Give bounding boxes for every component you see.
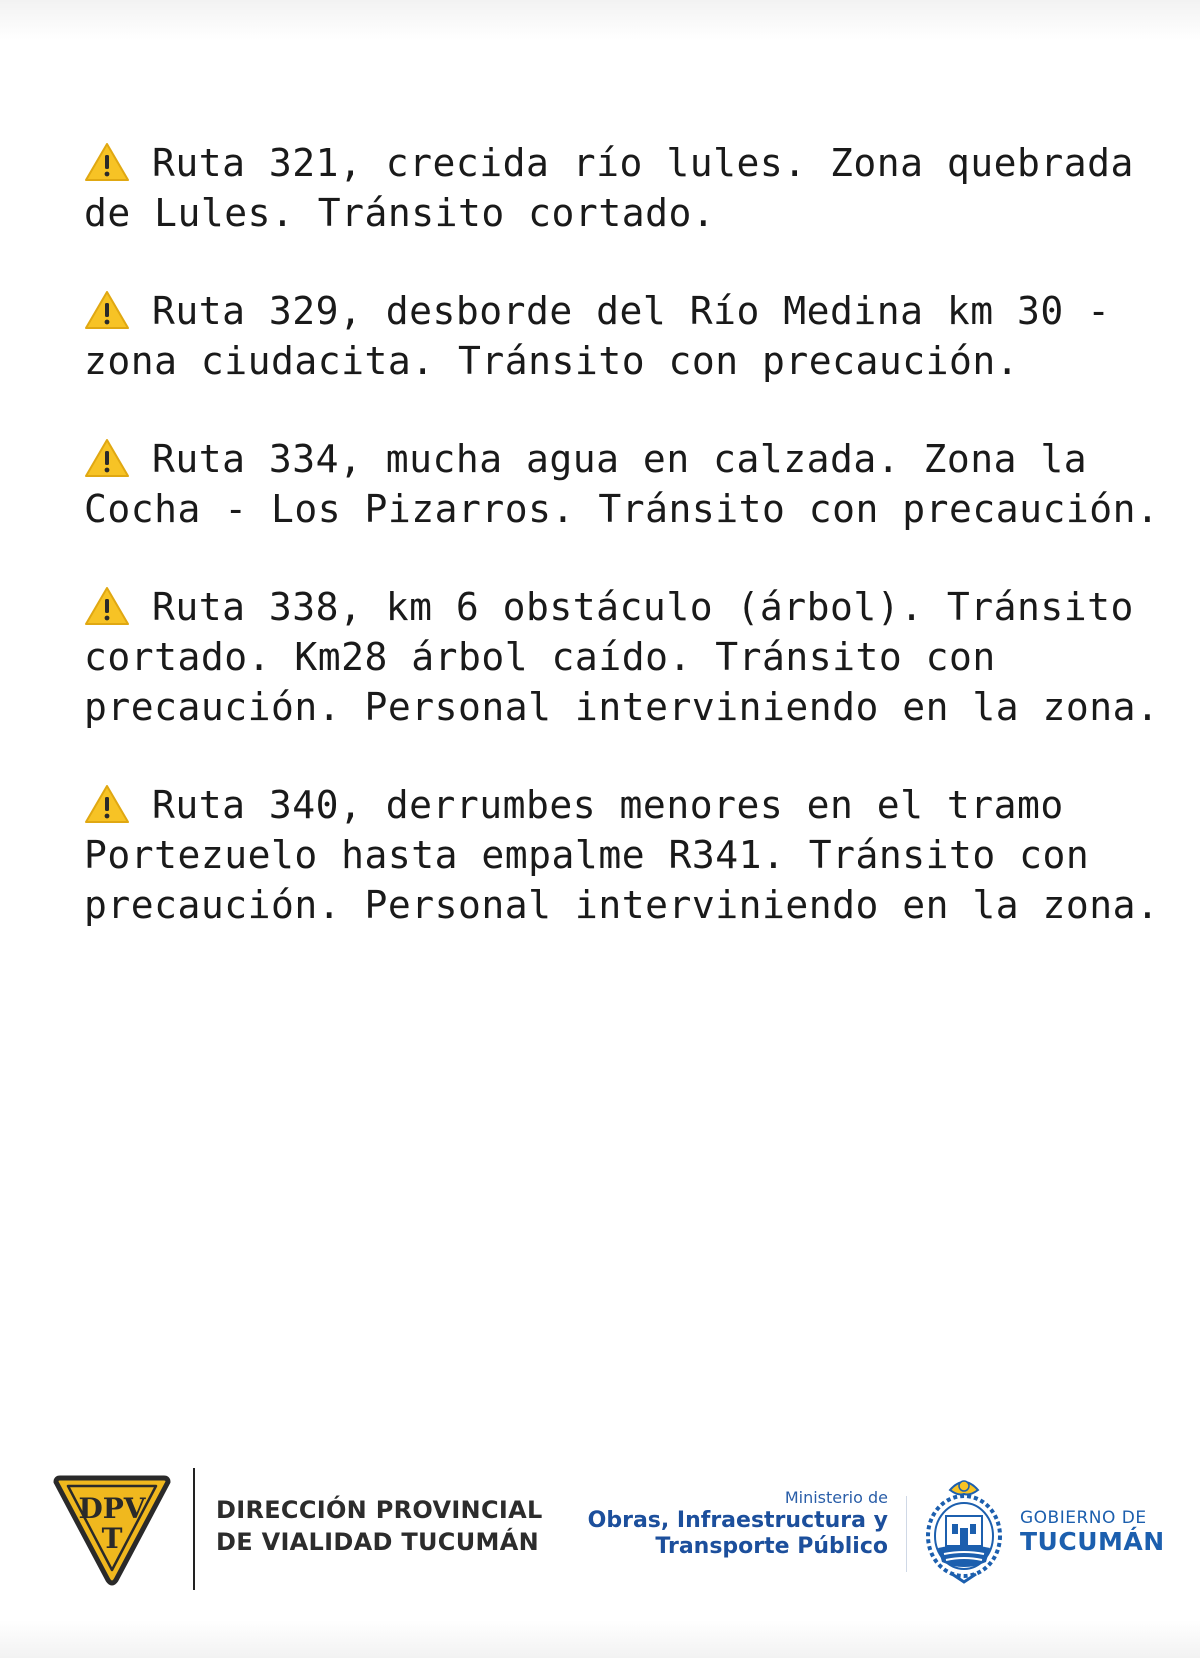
notice-text: Ruta 338, km 6 obstáculo (árbol). Tránsito cortado. Km28 árbol caído. Tránsito con precaución. Personal interviniendo en la zona.: [84, 585, 1160, 729]
warning-icon: [84, 290, 130, 330]
ministry-name: [588, 1488, 888, 1560]
notice-item: [84, 138, 1164, 238]
gov-name: [1020, 1508, 1165, 1556]
warning-icon: [84, 586, 130, 626]
gov-small: GOBIERNO DE: [1020, 1508, 1147, 1528]
tucuman-seal-icon: [922, 1472, 1006, 1584]
notice-text: Ruta 340, derrumbes menores en el tramo Portezuelo hasta empalme R341. Tránsito con precaución. Personal interviniendo en la zona.: [84, 783, 1160, 927]
notice-list: [84, 138, 1164, 978]
svg-text:DPV: DPV: [78, 1492, 146, 1525]
notice-item: [84, 582, 1164, 732]
ministry-line2: Transporte Público: [655, 1534, 888, 1559]
footer-divider: [906, 1496, 907, 1572]
svg-text:T: T: [101, 1522, 123, 1555]
warning-icon: [84, 142, 130, 182]
footer-logos: [0, 1460, 1200, 1600]
ministry-small: Ministerio de: [784, 1488, 888, 1507]
warning-icon: [84, 438, 130, 478]
ministry-line1: Obras, Infraestructura y: [587, 1508, 888, 1533]
gov-big: TUCUMÁN: [1020, 1527, 1165, 1556]
footer-divider: [193, 1468, 195, 1590]
dpv-logo: [50, 1474, 174, 1586]
warning-icon: [84, 784, 130, 824]
dpv-name-line1: DIRECCIÓN PROVINCIAL: [216, 1496, 543, 1524]
notice-item: [84, 286, 1164, 386]
notice-text: Ruta 334, mucha agua en calzada. Zona la Cocha - Los Pizarros. Tránsito con precaución.: [84, 437, 1160, 531]
notice-item: [84, 434, 1164, 534]
notice-text: Ruta 321, crecida río lules. Zona quebrada de Lules. Tránsito cortado.: [84, 141, 1134, 235]
notice-item: [84, 780, 1164, 930]
notice-text: Ruta 329, desborde del Río Medina km 30 - zona ciudacita. Tránsito con precaución.: [84, 289, 1111, 383]
dpv-name-line2: DE VIALIDAD TUCUMÁN: [216, 1528, 539, 1556]
dpv-name: [216, 1494, 543, 1558]
